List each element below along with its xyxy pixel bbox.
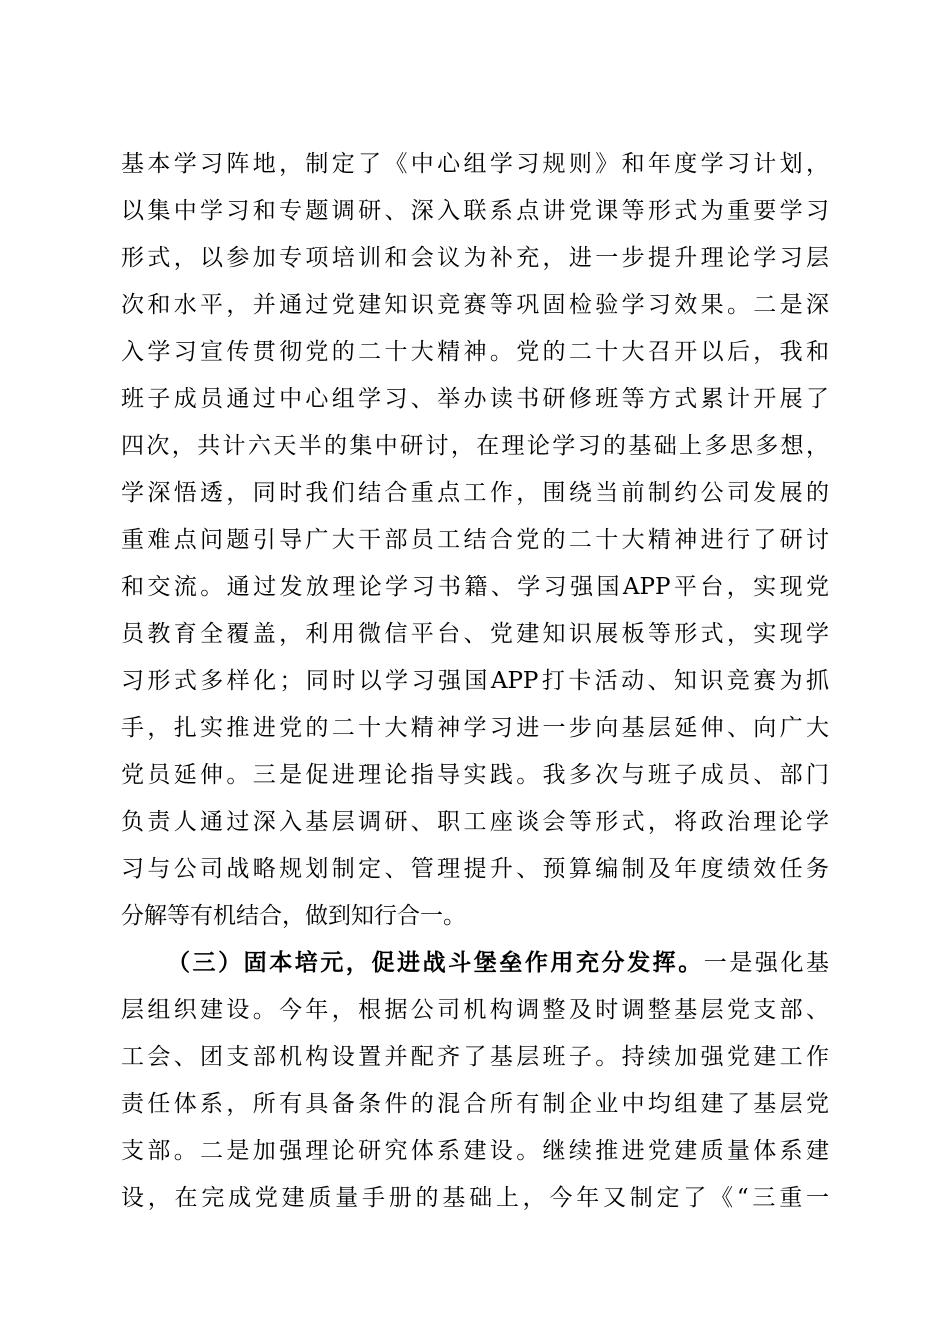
section-heading-line [167, 943, 829, 983]
paragraph-line: 层组织建设。今年，根据公司机构调整及时调整基层党支部、 [121, 997, 829, 1023]
paragraph-line: 负责人通过深入基层调研、职工座谈会等形式，将政治理论学 [121, 809, 829, 835]
paragraph-line: 重难点问题引导广大干部员工结合党的二十大精神进行了研讨 [121, 527, 829, 553]
paragraph-line: 四次，共计六天半的集中研讨，在理论学习的基础上多思多想， [121, 433, 829, 459]
paragraph-line: 入学习宣传贯彻党的二十大精神。党的二十大召开以后，我和 [121, 339, 829, 365]
paragraph-line: 员教育全覆盖，利用微信平台、党建知识展板等形式，实现学 [121, 621, 829, 647]
paragraph-line: 支部。二是加强理论研究体系建设。继续推进党建质量体系建 [121, 1138, 829, 1164]
paragraph-line: 党员延伸。三是促进理论指导实践。我多次与班子成员、部门 [121, 762, 829, 788]
paragraph-line: 分解等有机结合，做到知行合一。 [121, 903, 466, 929]
paragraph-line: 手，扎实推进党的二十大精神学习进一步向基层延伸、向广大 [121, 715, 829, 741]
paragraph-line: 习形式多样化；同时以学习强国APP打卡活动、知识竞赛为抓 [121, 668, 829, 694]
section-heading: （三）固本培元，促进战斗堡垒作用充分发挥。 [167, 949, 704, 976]
paragraph-line: 责任体系，所有具备条件的混合所有制企业中均组建了基层党 [121, 1091, 829, 1117]
paragraph-line: 习与公司战略规划制定、管理提升、预算编制及年度绩效任务 [121, 856, 829, 882]
paragraph-line: 基本学习阵地，制定了《中心组学习规则》和年度学习计划， [121, 151, 829, 177]
paragraph-line: 次和水平，并通过党建知识竞赛等巩固检验学习效果。二是深 [121, 292, 829, 318]
paragraph-line: 设，在完成党建质量手册的基础上，今年又制定了《“三重一 [121, 1185, 829, 1211]
paragraph-line: 形式，以参加专项培训和会议为补充，进一步提升理论学习层 [121, 245, 829, 271]
paragraph-line: 以集中学习和专题调研、深入联系点讲党课等形式为重要学习 [121, 198, 829, 224]
paragraph-line: 工会、团支部机构设置并配齐了基层班子。持续加强党建工作 [121, 1044, 829, 1070]
paragraph-line: 学深悟透，同时我们结合重点工作，围绕当前制约公司发展的 [121, 480, 829, 506]
section-heading-rest: 一是强化基 [703, 950, 830, 976]
paragraph-line: 班子成员通过中心组学习、举办读书研修班等方式累计开展了 [121, 386, 829, 412]
paragraph-line: 和交流。通过发放理论学习书籍、学习强国APP平台，实现党 [121, 574, 829, 600]
